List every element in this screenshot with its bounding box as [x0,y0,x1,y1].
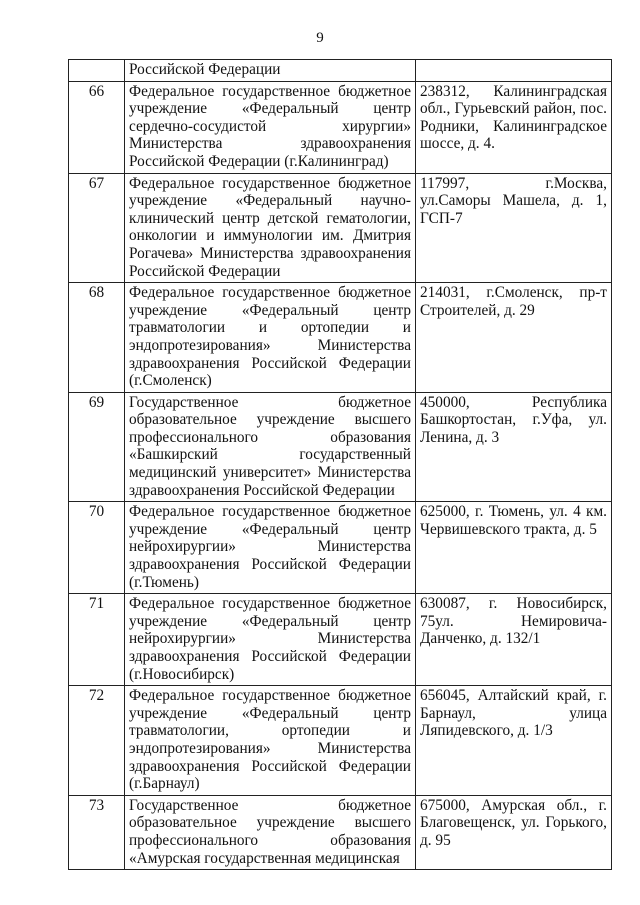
address-cell: 214031, г.Смоленск, пр-т Строителей, д. 29 [416,283,612,393]
institution-name-cell: Федеральное государственное бюджетное учреждение «Федеральный центр нейрохирургии» Министерства здравоохранения Российской Федерации (г.Новосибирск) [125,594,416,686]
page-number: 9 [316,30,324,46]
row-number-cell: 70 [69,502,125,594]
table-row [69,283,612,393]
row-number-cell: 66 [69,81,125,173]
table-row [69,392,612,502]
address-cell: 656045, Алтайский край, г. Барнаул, улица Ляпидевского, д. 1/3 [416,686,612,796]
institution-name-cell: Государственное бюджетное образовательное учреждение высшего профессионального образования «Амурская государственная медицинская [125,795,416,869]
institution-name-cell: Федеральное государственное бюджетное учреждение «Федеральный центр сердечно-сосудистой хирургии» Министерства здравоохранения Российской Федерации (г.Калининград) [125,81,416,173]
row-number-cell: 72 [69,686,125,796]
row-number-cell: 73 [69,795,125,869]
institution-name-cell: Государственное бюджетное образовательное учреждение высшего профессионального образования «Башкирский государственный медицинский университет» Министерства здравоохранения Российской Федерации [125,392,416,502]
table-row [69,795,612,869]
row-number-cell: 67 [69,173,125,283]
row-number-cell [69,60,125,82]
address-cell: 630087, г. Новосибирск, 75ул. Немировича-Данченко, д. 132/1 [416,594,612,686]
institutions-table [68,59,612,870]
address-cell: 675000, Амурская обл., г. Благовещенск, ул. Горького, д. 95 [416,795,612,869]
institution-name-cell: Федеральное государственное бюджетное учреждение «Федеральный научно-клинический центр детской гематологии, онкологии и иммунологии им. Дмитрия Рогачева» Министерства здравоохранения Российской Федерации [125,173,416,283]
table-row [69,594,612,686]
address-cell: 117997, г.Москва, ул.Саморы Машела, д. 1, ГСП-7 [416,173,612,283]
institution-name-cell: Федеральное государственное бюджетное учреждение «Федеральный центр нейрохирургии» Министерства здравоохранения Российской Федерации (г.Тюмень) [125,502,416,594]
address-cell: 238312, Калининградская обл., Гурьевский район, пос. Родники, Калининградское шоссе, д. 4. [416,81,612,173]
institution-name-cell: Федеральное государственное бюджетное учреждение «Федеральный центр травматологии, ортопедии и эндопротезирования» Министерства здравоохранения Российской Федерации (г.Барнаул) [125,686,416,796]
table-row [69,173,612,283]
institution-name-cell: Российской Федерации [125,60,416,82]
table-row [69,502,612,594]
row-number-cell: 69 [69,392,125,502]
table-row [69,60,612,82]
address-cell: 450000, Республика Башкортостан, г.Уфа, ул. Ленина, д. 3 [416,392,612,502]
table-row [69,81,612,173]
address-cell: 625000, г. Тюмень, ул. 4 км. Червишевского тракта, д. 5 [416,502,612,594]
table-row [69,686,612,796]
institution-name-cell: Федеральное государственное бюджетное учреждение «Федеральный центр травматологии и ортопедии и эндопротезирования» Министерства здравоохранения Российской Федерации (г.Смоленск) [125,283,416,393]
address-cell [416,60,612,82]
row-number-cell: 68 [69,283,125,393]
row-number-cell: 71 [69,594,125,686]
